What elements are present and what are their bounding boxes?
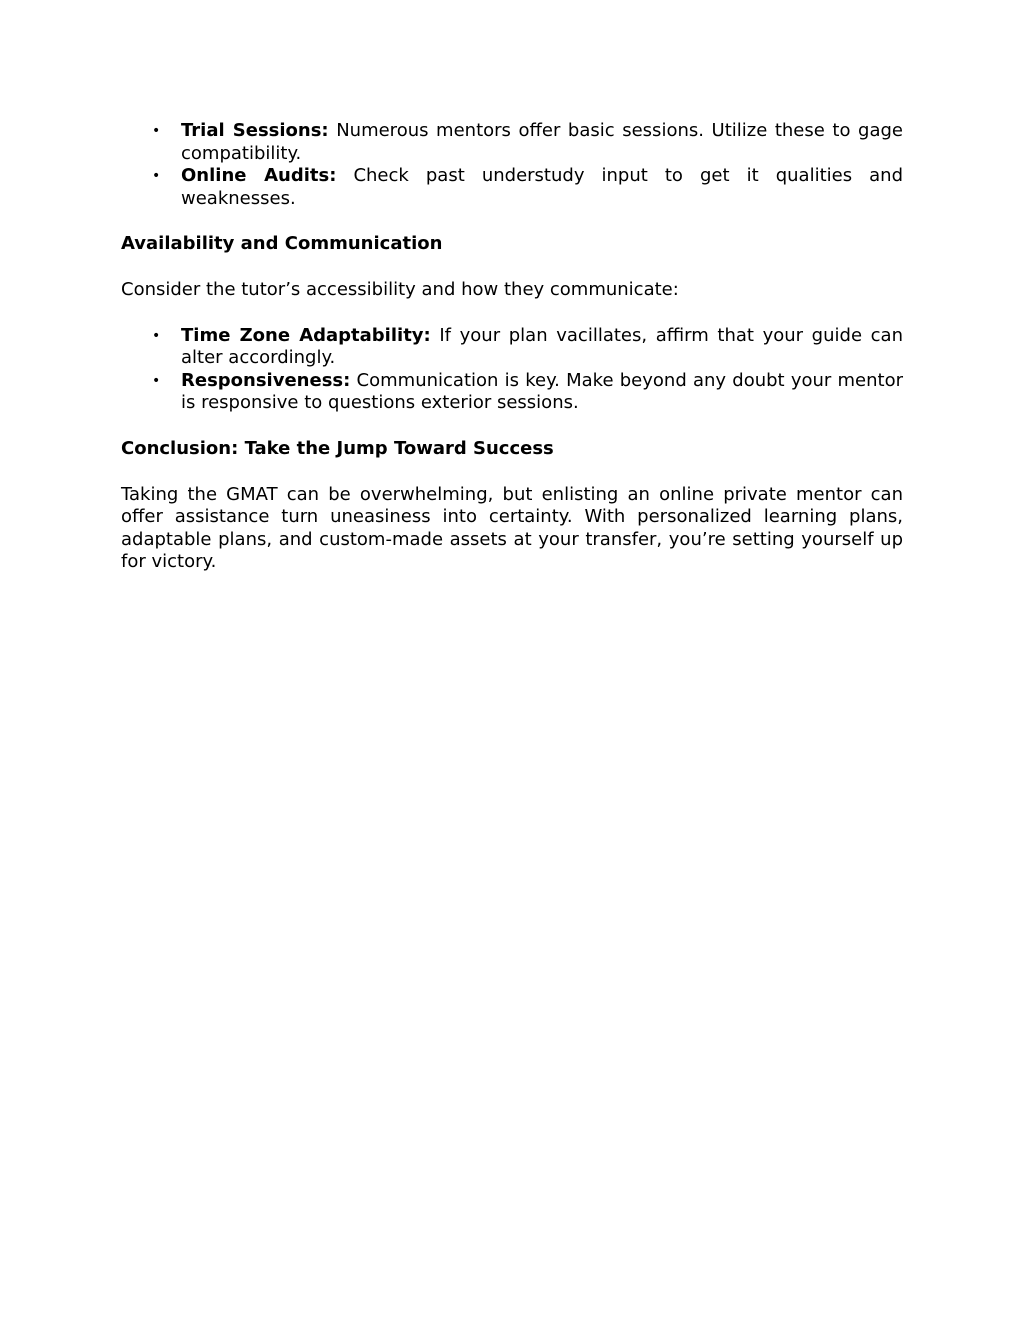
- list-item: [121, 325, 903, 370]
- section-heading-conclusion: Conclusion: Take the Jump Toward Success: [121, 437, 554, 459]
- list-item: [121, 120, 903, 165]
- conclusion-paragraph: Taking the GMAT can be overwhelming, but enlisting an online private mentor can offer assistance turn uneasiness into certainty. With personalized learning plans, adaptable plans, and custom-made assets at your transfer, you’re setting yourself up for victory.: [121, 483, 903, 573]
- list-item-text: Communication is key. Make beyond any doubt your mentor is responsive to questions exterior sessions.: [181, 369, 903, 414]
- bullet-list-evaluation: [121, 120, 903, 210]
- list-item-term: Time Zone Adaptability:: [181, 324, 431, 346]
- list-item-text: Numerous mentors offer basic sessions. Utilize these to gage compatibility.: [181, 120, 903, 164]
- bullet-icon: •: [152, 168, 161, 185]
- list-item-text: Check past understudy input to get it qualities and weaknesses.: [181, 165, 904, 209]
- bullet-icon: •: [152, 123, 161, 139]
- section-intro-paragraph: Consider the tutor’s accessibility and how they communicate:: [121, 278, 679, 300]
- list-item-text: If your plan vacillates, affirm that your guide can alter accordingly.: [181, 324, 903, 369]
- list-item-term: Online Audits:: [181, 165, 337, 187]
- bullet-icon: •: [152, 327, 161, 344]
- bullet-list-availability: [121, 325, 903, 415]
- bullet-icon: •: [152, 372, 161, 389]
- list-item: [121, 165, 903, 210]
- list-item: [121, 370, 903, 415]
- section-heading-availability: Availability and Communication: [121, 233, 443, 255]
- list-item-term: Trial Sessions:: [181, 120, 329, 141]
- document-page: [121, 120, 903, 574]
- list-item-term: Responsiveness:: [181, 369, 351, 391]
